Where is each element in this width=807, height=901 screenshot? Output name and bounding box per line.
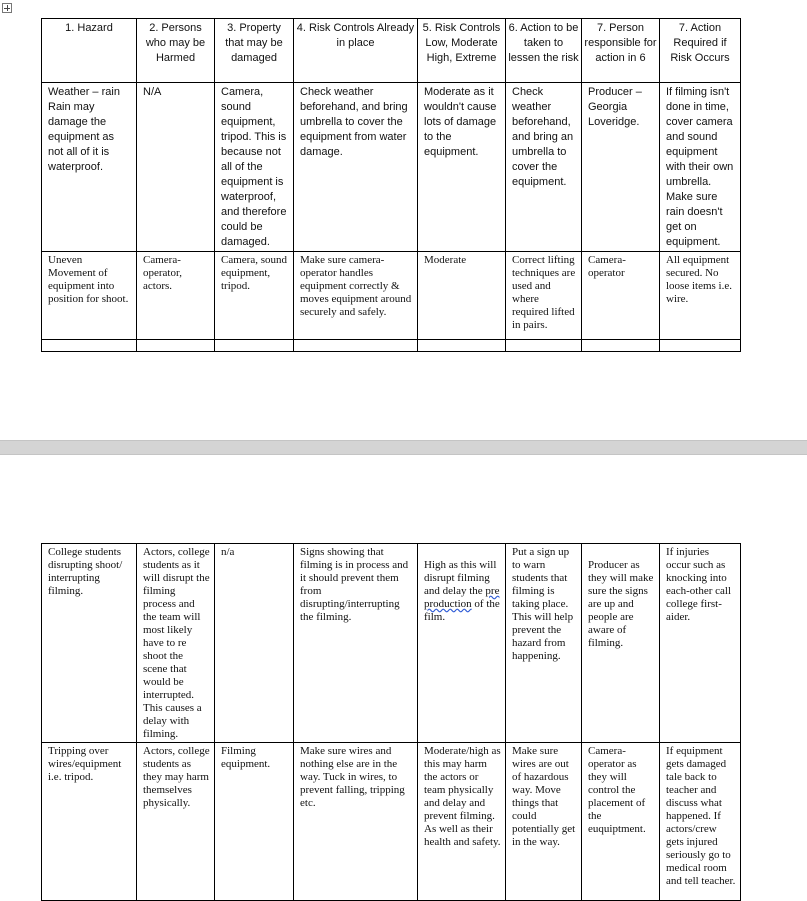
- property-cell: Filming equipment.: [215, 743, 294, 901]
- document-page-2: [0, 455, 807, 897]
- empty-cell: [582, 340, 660, 352]
- hazard-cell: Uneven Movement of equipment into position for shoot.: [42, 252, 137, 340]
- action-cell: Check weather beforehand, and bring an umbrella to cover the equipment.: [506, 83, 582, 252]
- controls-cell: Signs showing that filming is in process and it should prevent them from disrupting/interrupting the filming.: [294, 544, 418, 743]
- if-occurs-cell: If filming isn't done in time, cover camera and sound equipment with their own umbrella. Make sure rain doesn't get on equipment.: [660, 83, 741, 252]
- empty-cell: [506, 340, 582, 352]
- table-row: [42, 743, 741, 901]
- header-row: [42, 19, 741, 83]
- persons-cell: Camera-operator, actors.: [137, 252, 215, 340]
- responsible-cell: Producer as they will make sure the signs are up and people are aware of filming.: [582, 544, 660, 743]
- rating-cell: Moderate: [418, 252, 506, 340]
- persons-cell: Actors, college students as they may harm themselves physically.: [137, 743, 215, 901]
- persons-cell: Actors, college students as it will disrupt the filming process and the team will most likely have to re shoot the scene that would be interrupted. This causes a delay with filming.: [137, 544, 215, 743]
- header-cell: 7. Person responsible for action in 6: [582, 19, 660, 83]
- page-break: [0, 440, 807, 455]
- empty-cell: [418, 340, 506, 352]
- header-cell: 1. Hazard: [42, 19, 137, 83]
- risk-assessment-table-continued: [41, 543, 741, 901]
- hazard-cell: College students disrupting shoot/ interrupting filming.: [42, 544, 137, 743]
- persons-cell: N/A: [137, 83, 215, 252]
- empty-cell: [137, 340, 215, 352]
- action-cell: Put a sign up to warn students that filming is taking place. This will help prevent the hazard from happening.: [506, 544, 582, 743]
- empty-cell: [294, 340, 418, 352]
- header-cell: 6. Action to be taken to lessen the risk: [506, 19, 582, 83]
- rating-text-end: of the film.: [424, 598, 500, 623]
- responsible-cell: Camera-operator: [582, 252, 660, 340]
- hazard-cell: Tripping over wires/equipment i.e. tripod.: [42, 743, 137, 901]
- header-cell: 3. Property that may be damaged: [215, 19, 294, 83]
- hazard-cell: Weather – rain Rain may damage the equipment as not all of it is waterproof.: [42, 83, 137, 252]
- empty-cell: [42, 340, 137, 352]
- responsible-cell: Producer – Georgia Loveridge.: [582, 83, 660, 252]
- if-occurs-cell: If equipment gets damaged tale back to teacher and discuss what happened. If actors/crew gets injured seriously go to medical room and tell teacher.: [660, 743, 741, 901]
- rating-cell: Moderate/high as this may harm the actors or team physically and delay and prevent filming. As well as their health and safety.: [418, 743, 506, 901]
- header-cell: 7. Action Required if Risk Occurs: [660, 19, 741, 83]
- controls-cell: Make sure wires and nothing else are in the way. Tuck in wires, to prevent falling, tripping etc.: [294, 743, 418, 901]
- risk-assessment-table: [41, 18, 741, 352]
- if-occurs-cell: All equipment secured. No loose items i.e. wire.: [660, 252, 741, 340]
- header-cell: 5. Risk Controls Low, Moderate High, Extreme: [418, 19, 506, 83]
- table-row: [42, 252, 741, 340]
- controls-cell: Make sure camera-operator handles equipment correctly & moves equipment around securely and safely.: [294, 252, 418, 340]
- action-cell: Correct lifting techniques are used and where required lifted in pairs.: [506, 252, 582, 340]
- controls-cell: Check weather beforehand, and bring umbrella to cover the equipment from water damage.: [294, 83, 418, 252]
- document-page-1: [0, 0, 807, 440]
- property-cell: Camera, sound equipment, tripod. This is because not all of the equipment is waterproof, and therefore could be damaged.: [215, 83, 294, 252]
- empty-cell: [215, 340, 294, 352]
- table-move-handle-icon[interactable]: [2, 3, 12, 13]
- rating-text: High as this will disrupt filming and delay the: [424, 559, 497, 597]
- header-cell: 2. Persons who may be Harmed: [137, 19, 215, 83]
- empty-cell: [660, 340, 741, 352]
- spellcheck-underline-word[interactable]: pre production: [424, 585, 500, 610]
- rating-cell: Moderate as it wouldn't cause lots of damage to the equipment.: [418, 83, 506, 252]
- responsible-cell: Camera-operator as they will control the placement of the euquiptment.: [582, 743, 660, 901]
- empty-row: [42, 340, 741, 352]
- rating-cell: [418, 544, 506, 743]
- if-occurs-cell: If injuries occur such as knocking into each-other call college first-aider.: [660, 544, 741, 743]
- action-cell: Make sure wires are out of hazardous way. Move things that could potentially get in the way.: [506, 743, 582, 901]
- table-row: [42, 83, 741, 252]
- property-cell: n/a: [215, 544, 294, 743]
- header-cell: 4. Risk Controls Already in place: [294, 19, 418, 83]
- property-cell: Camera, sound equipment, tripod.: [215, 252, 294, 340]
- table-row: [42, 544, 741, 743]
